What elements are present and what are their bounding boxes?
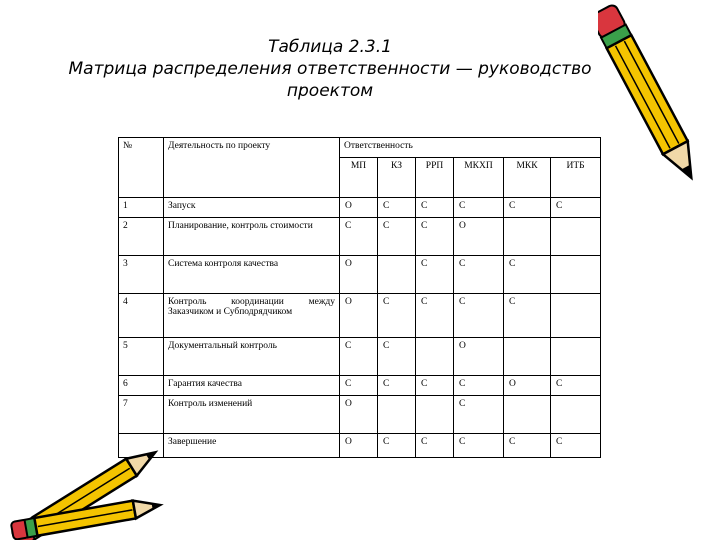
title-line-1: Таблица 2.3.1	[268, 37, 392, 57]
row-activity: Система контроля качества	[164, 256, 340, 294]
matrix-cell: С	[504, 294, 551, 338]
matrix-cell: С	[504, 434, 551, 458]
matrix-cell: С	[504, 198, 551, 218]
matrix-cell: О	[454, 218, 504, 256]
matrix-cell	[551, 338, 601, 376]
row-activity: Запуск	[164, 198, 340, 218]
matrix-cell	[378, 396, 416, 434]
matrix-cell: С	[551, 434, 601, 458]
matrix-cell	[504, 396, 551, 434]
row-activity: Документальный контроль	[164, 338, 340, 376]
row-activity: Контроль изменений	[164, 396, 340, 434]
matrix-cell	[551, 256, 601, 294]
matrix-cell: С	[378, 376, 416, 396]
title-line-2: Матрица распределения ответственности — руководство	[68, 59, 592, 79]
matrix-cell	[551, 396, 601, 434]
responsibility-matrix-table	[118, 137, 601, 458]
header-role: МКК	[504, 158, 551, 198]
table-row	[119, 434, 601, 458]
matrix-cell: О	[504, 376, 551, 396]
row-number: 4	[119, 294, 164, 338]
matrix-cell: С	[416, 218, 454, 256]
title-line-3: проектом	[286, 81, 374, 101]
matrix-cell: О	[340, 294, 378, 338]
row-number: 1	[119, 198, 164, 218]
matrix-cell: О	[340, 198, 378, 218]
table-row	[119, 256, 601, 294]
matrix-cell: С	[378, 218, 416, 256]
matrix-cell: С	[340, 376, 378, 396]
matrix-cell: О	[340, 434, 378, 458]
matrix-cell	[551, 218, 601, 256]
matrix-cell	[504, 338, 551, 376]
matrix-cell	[378, 256, 416, 294]
header-role: КЗ	[378, 158, 416, 198]
table-row	[119, 396, 601, 434]
table-row	[119, 198, 601, 218]
matrix-cell: С	[454, 198, 504, 218]
matrix-cell: С	[454, 376, 504, 396]
header-role: ИТБ	[551, 158, 601, 198]
row-number: 5	[119, 338, 164, 376]
page-title	[60, 36, 600, 102]
matrix-cell: С	[340, 338, 378, 376]
pencil-icon	[598, 0, 708, 190]
matrix-cell: С	[378, 434, 416, 458]
matrix-cell: С	[454, 294, 504, 338]
header-number: №	[119, 138, 164, 198]
table-row	[119, 376, 601, 396]
matrix-cell: С	[504, 256, 551, 294]
table-header-row	[119, 138, 601, 158]
row-activity-line: Заказчиком и Субподрядчиком	[168, 307, 293, 317]
matrix-cell: С	[416, 294, 454, 338]
matrix-cell: С	[454, 434, 504, 458]
header-responsibility: Ответственность	[340, 138, 601, 158]
matrix-cell: С	[416, 198, 454, 218]
matrix-cell: С	[378, 294, 416, 338]
header-activity: Деятельность по проекту	[164, 138, 340, 198]
matrix-cell: С	[378, 338, 416, 376]
row-number: 6	[119, 376, 164, 396]
row-number: 7	[119, 396, 164, 434]
matrix-cell	[504, 218, 551, 256]
table-row	[119, 338, 601, 376]
matrix-cell	[416, 396, 454, 434]
matrix-cell	[551, 294, 601, 338]
matrix-cell: О	[340, 396, 378, 434]
row-activity	[164, 294, 340, 338]
row-activity: Гарантия качества	[164, 376, 340, 396]
row-activity: Планирование, контроль стоимости	[164, 218, 340, 256]
matrix-cell: С	[416, 376, 454, 396]
matrix-cell: С	[454, 396, 504, 434]
row-number: 3	[119, 256, 164, 294]
row-number: 2	[119, 218, 164, 256]
matrix-cell: О	[454, 338, 504, 376]
matrix-cell: О	[340, 256, 378, 294]
matrix-cell: С	[378, 198, 416, 218]
matrix-cell	[416, 338, 454, 376]
row-activity: Завершение	[164, 434, 340, 458]
crossed-pencils-icon	[0, 432, 175, 540]
header-role: МП	[340, 158, 378, 198]
matrix-cell: С	[551, 376, 601, 396]
matrix-cell: С	[551, 198, 601, 218]
header-role: МКХП	[454, 158, 504, 198]
matrix-cell: С	[340, 218, 378, 256]
table-row	[119, 294, 601, 338]
table-row	[119, 218, 601, 256]
matrix-cell: С	[416, 434, 454, 458]
matrix-cell: С	[454, 256, 504, 294]
matrix-cell: С	[416, 256, 454, 294]
header-role: РРП	[416, 158, 454, 198]
row-activity-line: Контроль координации между	[168, 297, 335, 307]
